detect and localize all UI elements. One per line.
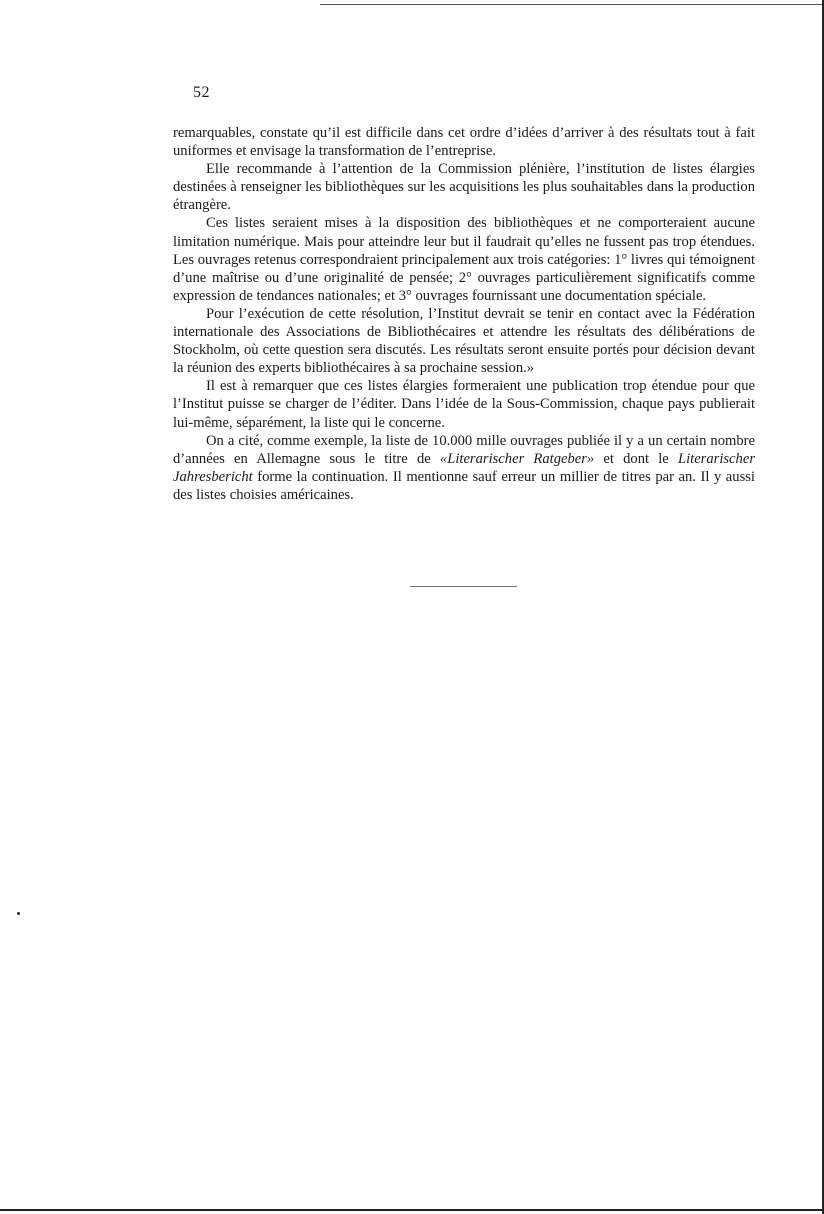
text-run: Pour l’exécution de cette résolution, l’Institut devrait se tenir en contact avec la Fédération internationale des Associations de Bibliothécaires et attendre les résultats des délibérations de Stockholm, où cette question sera discutés. Les résultats seront ensuite portés pour décision devant la réunion des experts bibliothécaires à sa prochaine session.» <box>173 305 755 377</box>
paragraph-3 <box>173 214 755 304</box>
bottom-edge-rule <box>0 1209 824 1211</box>
text-run: Elle recommande à l’attention de la Commission plénière, l’institution de listes élargies destinées à renseigner les bibliothèques sur les acquisitions les plus souhaitables dans la production étrangère. <box>173 161 755 214</box>
text-run: remarquables, constate qu’il est difficile dans cet ordre d’idées d’arriver à des résultats tout à fait uniformes et envisage la transformation de l’entreprise. <box>173 125 755 160</box>
section-end-rule <box>410 586 517 587</box>
text-run: forme la continuation. Il mentionne sauf erreur un millier de titres par an. Il y aussi des listes choisies américaines. <box>173 468 755 503</box>
text-run: On a cité, comme exemple, la liste de 10.000 mille ouvrages publiée il y a un certain nombre d’années en Allemagne sous le titre de <box>173 432 755 467</box>
text-run: Ces listes seraient mises à la disposition des bibliothèques et ne comporteraient aucune limitation numérique. Mais pour atteindre leur but il faudrait qu’elles ne fussent pas trop étendues. Les ouvrages retenus correspondraient principalement aux trois catégories: 1° livres qui témoignent d’une maîtrise ou d’une originalité de pensée; 2° ouvrages particulièrement significatifs comme expression de tendances nationales; et 3° ouvrages fournissant une documentation spéciale. <box>173 215 755 304</box>
text-run: Il est à remarquer que ces listes élargies formeraient une publication trop étendue pour que l’Institut puisse se charger de l’éditer. Dans l’idée de la Sous-Commission, chaque pays publierait lui-même, séparément, la liste qui le concerne. <box>173 378 755 431</box>
text-run: et dont le <box>594 450 678 467</box>
paragraph-2 <box>173 160 755 214</box>
paragraph-1 <box>173 124 755 160</box>
body-text <box>173 124 755 504</box>
scan-speck <box>17 912 20 915</box>
italic-title: «Literarischer Ratgeber» <box>439 450 595 467</box>
paragraph-4 <box>173 305 755 377</box>
italic-title: Literarischer Jahresbericht <box>173 450 755 485</box>
page-number: 52 <box>193 84 210 101</box>
top-edge-rule <box>320 4 824 5</box>
paragraph-5 <box>173 377 755 431</box>
paragraph-6 <box>173 432 755 504</box>
